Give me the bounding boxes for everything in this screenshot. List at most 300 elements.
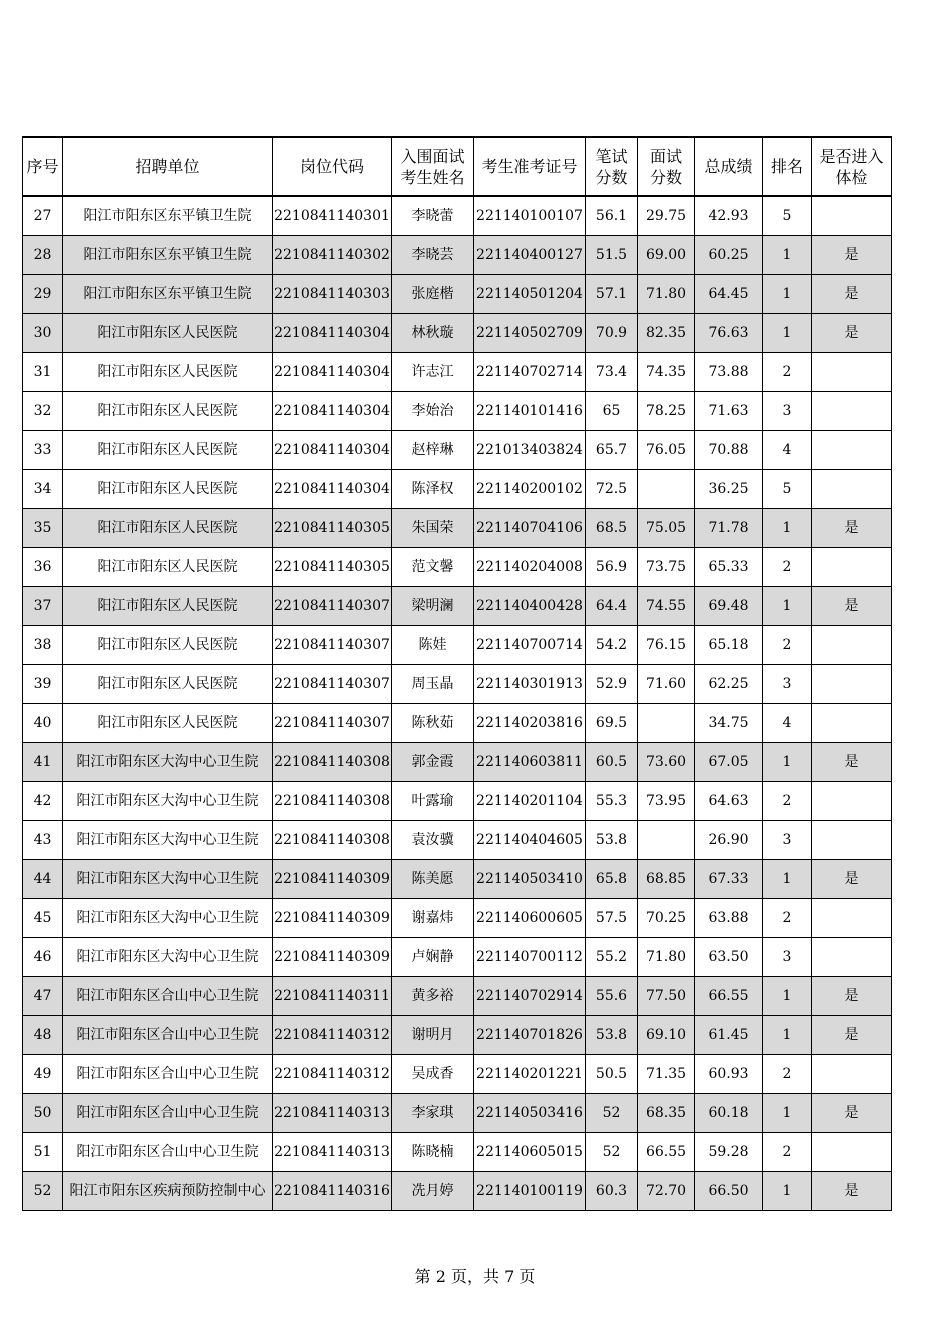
cell-unit: 阳江市阳东区人民医院: [63, 665, 273, 704]
cell-written: 60.5: [586, 743, 638, 782]
table-row: [23, 431, 892, 470]
cell-written: 57.1: [586, 275, 638, 314]
cell-exam-id: 221140100119: [474, 1172, 586, 1211]
cell-no: 46: [23, 938, 63, 977]
cell-total: 63.88: [695, 899, 763, 938]
cell-unit: 阳江市阳东区人民医院: [63, 548, 273, 587]
cell-code: 2210841140311: [273, 977, 392, 1016]
cell-exam-id: 221140701826: [474, 1016, 586, 1055]
cell-total: 76.63: [695, 314, 763, 353]
cell-rank: 3: [763, 938, 812, 977]
cell-written: 52: [586, 1094, 638, 1133]
cell-code: 2210841140312: [273, 1016, 392, 1055]
cell-no: 44: [23, 860, 63, 899]
cell-total: 26.90: [695, 821, 763, 860]
cell-rank: 2: [763, 626, 812, 665]
cell-rank: 4: [763, 704, 812, 743]
cell-unit: 阳江市阳东区大沟中心卫生院: [63, 743, 273, 782]
cell-unit: 阳江市阳东区大沟中心卫生院: [63, 821, 273, 860]
header-exam-id: 考生准考证号: [474, 137, 586, 196]
cell-interview: 71.80: [638, 275, 695, 314]
cell-name: 吴成香: [392, 1055, 474, 1094]
cell-code: 2210841140309: [273, 899, 392, 938]
cell-physical: [812, 704, 892, 743]
cell-exam-id: 221140603811: [474, 743, 586, 782]
table-row: [23, 860, 892, 899]
table-row: [23, 1172, 892, 1211]
cell-physical: 是: [812, 743, 892, 782]
header-rank: 排名: [763, 137, 812, 196]
cell-no: 41: [23, 743, 63, 782]
cell-code: 2210841140304: [273, 314, 392, 353]
cell-rank: 2: [763, 548, 812, 587]
header-row: [23, 137, 892, 196]
table-row: [23, 236, 892, 275]
cell-name: 范文馨: [392, 548, 474, 587]
cell-total: 66.55: [695, 977, 763, 1016]
cell-physical: 是: [812, 587, 892, 626]
cell-name: 周玉晶: [392, 665, 474, 704]
cell-no: 38: [23, 626, 63, 665]
cell-no: 40: [23, 704, 63, 743]
table-row: [23, 1094, 892, 1133]
cell-total: 34.75: [695, 704, 763, 743]
table-row: [23, 1133, 892, 1172]
cell-total: 60.18: [695, 1094, 763, 1133]
cell-total: 65.18: [695, 626, 763, 665]
cell-exam-id: 221140702714: [474, 353, 586, 392]
cell-name: 叶露瑜: [392, 782, 474, 821]
cell-name: 李始治: [392, 392, 474, 431]
cell-exam-id: 221140503416: [474, 1094, 586, 1133]
cell-exam-id: 221140605015: [474, 1133, 586, 1172]
cell-code: 2210841140308: [273, 782, 392, 821]
cell-name: 林秋璇: [392, 314, 474, 353]
cell-code: 2210841140305: [273, 548, 392, 587]
cell-code: 2210841140304: [273, 431, 392, 470]
cell-name: 黄多裕: [392, 977, 474, 1016]
cell-no: 52: [23, 1172, 63, 1211]
cell-written: 56.9: [586, 548, 638, 587]
cell-exam-id: 221140200102: [474, 470, 586, 509]
header-code: 岗位代码: [273, 137, 392, 196]
cell-total: 62.25: [695, 665, 763, 704]
cell-total: 69.48: [695, 587, 763, 626]
cell-total: 65.33: [695, 548, 763, 587]
cell-code: 2210841140305: [273, 509, 392, 548]
cell-rank: 2: [763, 353, 812, 392]
cell-interview: 68.35: [638, 1094, 695, 1133]
cell-interview: 77.50: [638, 977, 695, 1016]
cell-rank: 1: [763, 860, 812, 899]
cell-interview: 71.60: [638, 665, 695, 704]
cell-interview: 82.35: [638, 314, 695, 353]
cell-total: 60.25: [695, 236, 763, 275]
table-row: [23, 782, 892, 821]
cell-exam-id: 221140201104: [474, 782, 586, 821]
table-row: [23, 977, 892, 1016]
table-row: [23, 743, 892, 782]
table-row: [23, 196, 892, 236]
cell-physical: [812, 665, 892, 704]
cell-exam-id: 221140704106: [474, 509, 586, 548]
cell-name: 李家琪: [392, 1094, 474, 1133]
cell-code: 2210841140313: [273, 1094, 392, 1133]
cell-code: 2210841140307: [273, 704, 392, 743]
cell-total: 73.88: [695, 353, 763, 392]
cell-rank: 1: [763, 587, 812, 626]
cell-code: 2210841140308: [273, 821, 392, 860]
cell-interview: 75.05: [638, 509, 695, 548]
cell-written: 70.9: [586, 314, 638, 353]
cell-name: 郭金霞: [392, 743, 474, 782]
cell-unit: 阳江市阳东区大沟中心卫生院: [63, 782, 273, 821]
cell-name: 陈泽权: [392, 470, 474, 509]
cell-code: 2210841140309: [273, 860, 392, 899]
cell-name: 李晓芸: [392, 236, 474, 275]
cell-written: 52: [586, 1133, 638, 1172]
cell-total: 36.25: [695, 470, 763, 509]
cell-name: 梁明澜: [392, 587, 474, 626]
cell-written: 65.8: [586, 860, 638, 899]
table-row: [23, 821, 892, 860]
cell-physical: [812, 196, 892, 236]
cell-unit: 阳江市阳东区疾病预防控制中心: [63, 1172, 273, 1211]
table-row: [23, 665, 892, 704]
cell-name: 陈美愿: [392, 860, 474, 899]
cell-written: 65: [586, 392, 638, 431]
cell-code: 2210841140304: [273, 353, 392, 392]
cell-unit: 阳江市阳东区人民医院: [63, 509, 273, 548]
cell-name: 谢嘉炜: [392, 899, 474, 938]
cell-rank: 2: [763, 1055, 812, 1094]
cell-unit: 阳江市阳东区人民医院: [63, 587, 273, 626]
cell-physical: [812, 899, 892, 938]
cell-physical: [812, 626, 892, 665]
cell-exam-id: 221140301913: [474, 665, 586, 704]
cell-physical: 是: [812, 1016, 892, 1055]
cell-no: 47: [23, 977, 63, 1016]
cell-rank: 4: [763, 431, 812, 470]
table-row: [23, 1055, 892, 1094]
cell-written: 55.2: [586, 938, 638, 977]
cell-exam-id: 221140400428: [474, 587, 586, 626]
cell-unit: 阳江市阳东区合山中心卫生院: [63, 1094, 273, 1133]
cell-code: 2210841140313: [273, 1133, 392, 1172]
cell-rank: 2: [763, 899, 812, 938]
cell-physical: 是: [812, 977, 892, 1016]
cell-written: 53.8: [586, 821, 638, 860]
cell-total: 42.93: [695, 196, 763, 236]
cell-rank: 2: [763, 782, 812, 821]
cell-unit: 阳江市阳东区合山中心卫生院: [63, 977, 273, 1016]
cell-rank: 2: [763, 1133, 812, 1172]
cell-total: 67.05: [695, 743, 763, 782]
cell-code: 2210841140304: [273, 392, 392, 431]
cell-rank: 3: [763, 665, 812, 704]
cell-rank: 1: [763, 1172, 812, 1211]
cell-physical: [812, 782, 892, 821]
cell-total: 60.93: [695, 1055, 763, 1094]
cell-no: 45: [23, 899, 63, 938]
cell-exam-id: 221140600605: [474, 899, 586, 938]
cell-physical: 是: [812, 275, 892, 314]
cell-written: 51.5: [586, 236, 638, 275]
cell-name: 冼月婷: [392, 1172, 474, 1211]
cell-rank: 5: [763, 470, 812, 509]
cell-no: 27: [23, 196, 63, 236]
cell-interview: 78.25: [638, 392, 695, 431]
cell-interview: 70.25: [638, 899, 695, 938]
cell-physical: [812, 938, 892, 977]
cell-interview: 29.75: [638, 196, 695, 236]
table-row: [23, 275, 892, 314]
cell-physical: [812, 470, 892, 509]
cell-interview: 74.35: [638, 353, 695, 392]
table-row: [23, 548, 892, 587]
cell-physical: 是: [812, 509, 892, 548]
table-row: [23, 704, 892, 743]
cell-physical: [812, 392, 892, 431]
cell-unit: 阳江市阳东区合山中心卫生院: [63, 1016, 273, 1055]
cell-no: 39: [23, 665, 63, 704]
header-name: 入围面试 考生姓名: [392, 137, 474, 196]
table-row: [23, 392, 892, 431]
cell-interview: 73.95: [638, 782, 695, 821]
cell-total: 67.33: [695, 860, 763, 899]
table-row: [23, 470, 892, 509]
cell-exam-id: 221140204008: [474, 548, 586, 587]
cell-exam-id: 221140101416: [474, 392, 586, 431]
cell-written: 73.4: [586, 353, 638, 392]
cell-unit: 阳江市阳东区大沟中心卫生院: [63, 899, 273, 938]
cell-rank: 1: [763, 314, 812, 353]
cell-unit: 阳江市阳东区东平镇卫生院: [63, 275, 273, 314]
cell-total: 71.78: [695, 509, 763, 548]
cell-unit: 阳江市阳东区大沟中心卫生院: [63, 860, 273, 899]
cell-exam-id: 221140702914: [474, 977, 586, 1016]
cell-no: 29: [23, 275, 63, 314]
cell-total: 66.50: [695, 1172, 763, 1211]
cell-no: 36: [23, 548, 63, 587]
cell-interview: 69.10: [638, 1016, 695, 1055]
cell-unit: 阳江市阳东区人民医院: [63, 353, 273, 392]
cell-physical: [812, 548, 892, 587]
cell-exam-id: 221140503410: [474, 860, 586, 899]
cell-no: 31: [23, 353, 63, 392]
cell-exam-id: 221140400127: [474, 236, 586, 275]
cell-no: 48: [23, 1016, 63, 1055]
cell-code: 2210841140307: [273, 587, 392, 626]
cell-exam-id: 221013403824: [474, 431, 586, 470]
table-row: [23, 314, 892, 353]
cell-written: 65.7: [586, 431, 638, 470]
cell-interview: 69.00: [638, 236, 695, 275]
cell-name: 赵梓琳: [392, 431, 474, 470]
cell-code: 2210841140316: [273, 1172, 392, 1211]
cell-physical: [812, 431, 892, 470]
cell-code: 2210841140307: [273, 665, 392, 704]
cell-name: 谢明月: [392, 1016, 474, 1055]
cell-total: 71.63: [695, 392, 763, 431]
cell-rank: 3: [763, 821, 812, 860]
cell-interview: 76.15: [638, 626, 695, 665]
cell-written: 57.5: [586, 899, 638, 938]
cell-rank: 1: [763, 977, 812, 1016]
cell-name: 张庭楷: [392, 275, 474, 314]
cell-no: 49: [23, 1055, 63, 1094]
cell-code: 2210841140312: [273, 1055, 392, 1094]
cell-name: 袁汝骥: [392, 821, 474, 860]
cell-no: 51: [23, 1133, 63, 1172]
cell-physical: 是: [812, 1172, 892, 1211]
cell-physical: [812, 821, 892, 860]
cell-rank: 1: [763, 1016, 812, 1055]
cell-interview: 68.85: [638, 860, 695, 899]
cell-name: 陈娃: [392, 626, 474, 665]
cell-code: 2210841140304: [273, 470, 392, 509]
cell-no: 35: [23, 509, 63, 548]
cell-code: 2210841140301: [273, 196, 392, 236]
cell-total: 64.45: [695, 275, 763, 314]
cell-unit: 阳江市阳东区人民医院: [63, 704, 273, 743]
cell-name: 朱国荣: [392, 509, 474, 548]
cell-no: 37: [23, 587, 63, 626]
cell-name: 卢娴静: [392, 938, 474, 977]
table-row: [23, 899, 892, 938]
cell-unit: 阳江市阳东区人民医院: [63, 431, 273, 470]
cell-total: 64.63: [695, 782, 763, 821]
cell-exam-id: 221140203816: [474, 704, 586, 743]
cell-interview: 76.05: [638, 431, 695, 470]
cell-written: 53.8: [586, 1016, 638, 1055]
cell-no: 32: [23, 392, 63, 431]
cell-physical: 是: [812, 236, 892, 275]
table-row: [23, 587, 892, 626]
cell-exam-id: 221140201221: [474, 1055, 586, 1094]
cell-interview: [638, 704, 695, 743]
cell-physical: 是: [812, 314, 892, 353]
cell-written: 72.5: [586, 470, 638, 509]
cell-interview: 74.55: [638, 587, 695, 626]
cell-physical: [812, 353, 892, 392]
cell-unit: 阳江市阳东区东平镇卫生院: [63, 196, 273, 236]
cell-name: 李晓蕾: [392, 196, 474, 236]
cell-interview: 71.80: [638, 938, 695, 977]
cell-interview: 73.60: [638, 743, 695, 782]
cell-no: 28: [23, 236, 63, 275]
cell-no: 33: [23, 431, 63, 470]
cell-written: 52.9: [586, 665, 638, 704]
cell-total: 61.45: [695, 1016, 763, 1055]
header-physical: 是否进入 体检: [812, 137, 892, 196]
cell-unit: 阳江市阳东区人民医院: [63, 470, 273, 509]
cell-rank: 3: [763, 392, 812, 431]
cell-rank: 1: [763, 1094, 812, 1133]
cell-rank: 1: [763, 275, 812, 314]
cell-unit: 阳江市阳东区东平镇卫生院: [63, 236, 273, 275]
cell-written: 54.2: [586, 626, 638, 665]
cell-exam-id: 221140700112: [474, 938, 586, 977]
cell-exam-id: 221140700714: [474, 626, 586, 665]
cell-no: 43: [23, 821, 63, 860]
header-unit: 招聘单位: [63, 137, 273, 196]
cell-code: 2210841140308: [273, 743, 392, 782]
cell-written: 50.5: [586, 1055, 638, 1094]
results-table: [22, 136, 892, 1211]
cell-exam-id: 221140502709: [474, 314, 586, 353]
cell-unit: 阳江市阳东区大沟中心卫生院: [63, 938, 273, 977]
cell-unit: 阳江市阳东区合山中心卫生院: [63, 1133, 273, 1172]
cell-written: 60.3: [586, 1172, 638, 1211]
table-row: [23, 938, 892, 977]
cell-unit: 阳江市阳东区合山中心卫生院: [63, 1055, 273, 1094]
cell-interview: 66.55: [638, 1133, 695, 1172]
cell-rank: 1: [763, 743, 812, 782]
cell-physical: 是: [812, 860, 892, 899]
cell-written: 56.1: [586, 196, 638, 236]
cell-interview: [638, 821, 695, 860]
cell-rank: 1: [763, 236, 812, 275]
cell-written: 64.4: [586, 587, 638, 626]
cell-written: 69.5: [586, 704, 638, 743]
table-body: [23, 196, 892, 1211]
cell-interview: 72.70: [638, 1172, 695, 1211]
cell-no: 30: [23, 314, 63, 353]
cell-code: 2210841140303: [273, 275, 392, 314]
cell-written: 55.6: [586, 977, 638, 1016]
cell-physical: [812, 1133, 892, 1172]
header-interview: 面试 分数: [638, 137, 695, 196]
cell-no: 34: [23, 470, 63, 509]
cell-name: 陈晓楠: [392, 1133, 474, 1172]
cell-exam-id: 221140100107: [474, 196, 586, 236]
cell-interview: [638, 470, 695, 509]
cell-exam-id: 221140404605: [474, 821, 586, 860]
cell-total: 59.28: [695, 1133, 763, 1172]
cell-code: 2210841140307: [273, 626, 392, 665]
cell-total: 70.88: [695, 431, 763, 470]
header-total: 总成绩: [695, 137, 763, 196]
cell-total: 63.50: [695, 938, 763, 977]
table-row: [23, 509, 892, 548]
table-row: [23, 626, 892, 665]
cell-interview: 73.75: [638, 548, 695, 587]
cell-interview: 71.35: [638, 1055, 695, 1094]
header-no: 序号: [23, 137, 63, 196]
cell-code: 2210841140309: [273, 938, 392, 977]
cell-name: 陈秋茹: [392, 704, 474, 743]
cell-unit: 阳江市阳东区人民医院: [63, 392, 273, 431]
cell-physical: [812, 1055, 892, 1094]
cell-rank: 1: [763, 509, 812, 548]
cell-code: 2210841140302: [273, 236, 392, 275]
cell-no: 50: [23, 1094, 63, 1133]
cell-unit: 阳江市阳东区人民医院: [63, 314, 273, 353]
cell-written: 55.3: [586, 782, 638, 821]
table-row: [23, 353, 892, 392]
cell-exam-id: 221140501204: [474, 275, 586, 314]
page-footer: 第 2 页，共 7 页: [414, 1267, 536, 1286]
header-written: 笔试 分数: [586, 137, 638, 196]
cell-written: 68.5: [586, 509, 638, 548]
cell-unit: 阳江市阳东区人民医院: [63, 626, 273, 665]
cell-no: 42: [23, 782, 63, 821]
cell-name: 许志江: [392, 353, 474, 392]
cell-rank: 5: [763, 196, 812, 236]
table-row: [23, 1016, 892, 1055]
cell-physical: 是: [812, 1094, 892, 1133]
